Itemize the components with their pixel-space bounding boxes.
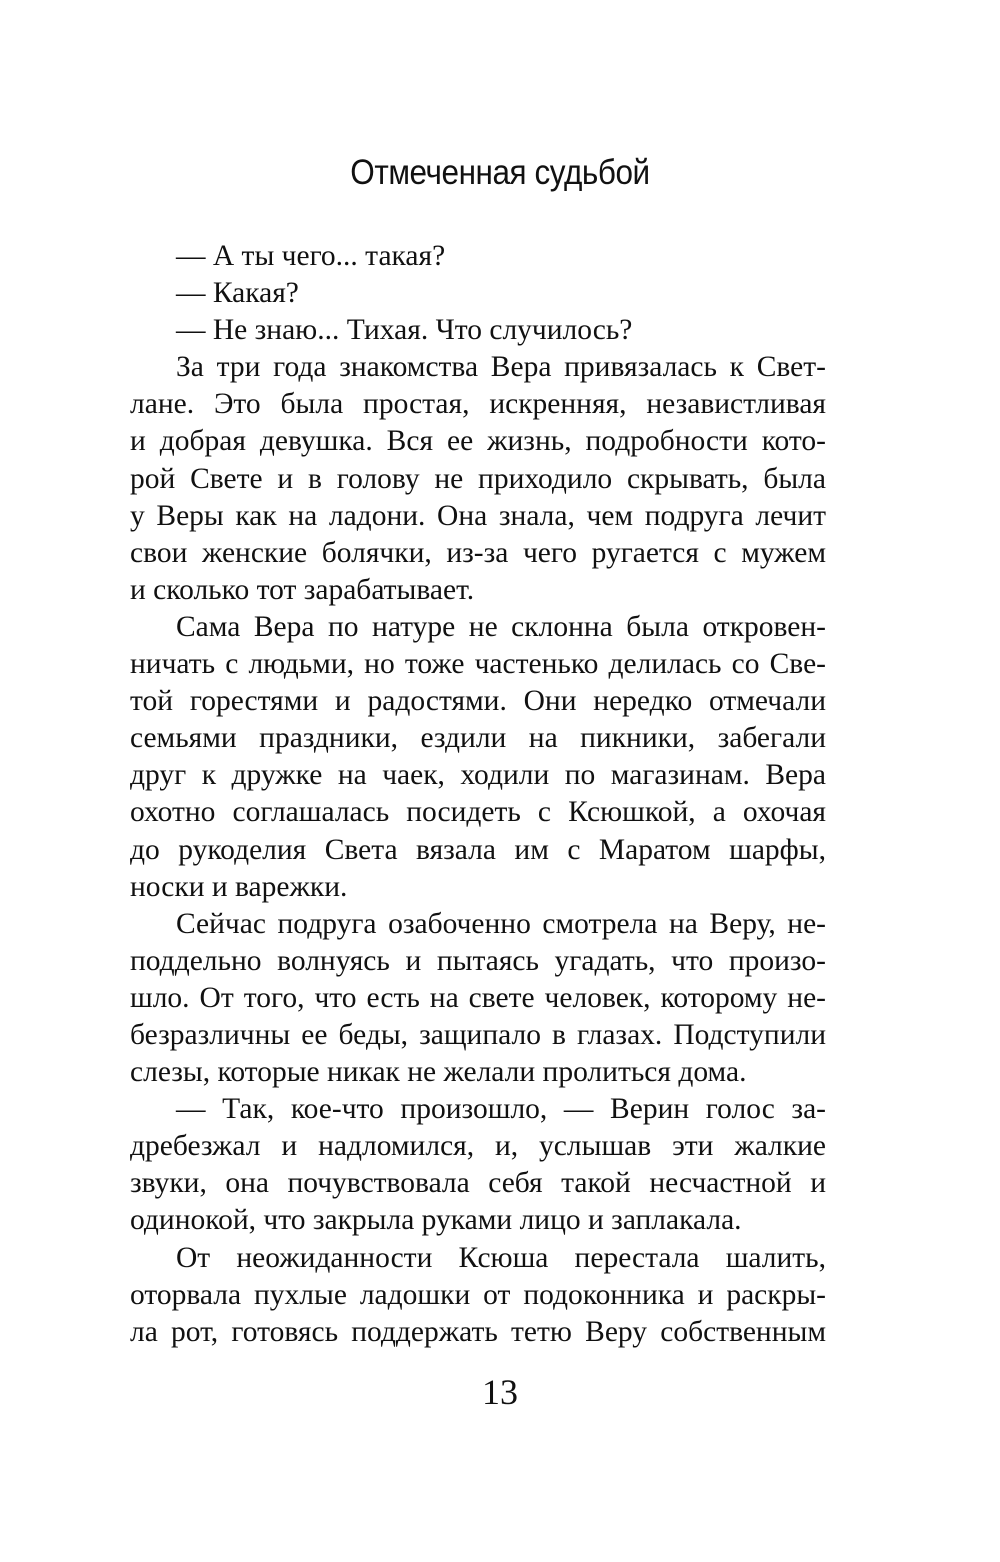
- text-line: — Какая?: [176, 277, 299, 310]
- text-line: Сама Вера по натуре не склонна была откровен-: [176, 610, 826, 643]
- text-line: слезы, которые никак не желали пролиться дома.: [130, 1056, 747, 1089]
- text-line: поддельно волнуясь и пытаясь угадать, что произо-: [130, 944, 826, 977]
- text-line: За три года знакомства Вера привязалась к Свет-: [176, 351, 826, 384]
- page-number: 13: [482, 1372, 518, 1412]
- text-line: рой Свете и в голову не приходило скрывать, была: [130, 462, 826, 495]
- text-line: семьями праздники, ездили на пикники, забегали: [130, 722, 826, 755]
- text-line: одинокой, что закрыла руками лицо и заплакала.: [130, 1204, 742, 1237]
- text-line: — Так, кое-что произошло, — Верин голос за-: [176, 1093, 826, 1126]
- page-title: Отмеченная судьбой: [350, 153, 650, 192]
- text-line: той горестями и радостями. Они нередко отмечали: [130, 685, 826, 718]
- text-line: — Не знаю... Тихая. Что случилось?: [176, 314, 633, 347]
- text-line: лане. Это была простая, искренняя, независтливая: [130, 388, 826, 421]
- text-line: звуки, она почувствовала себя такой несчастной и: [130, 1167, 826, 1200]
- text-line: ла рот, готовясь поддержать тетю Веру собственным: [130, 1315, 826, 1348]
- text-line: и сколько тот зарабатывает.: [130, 573, 475, 606]
- text-line: От неожиданности Ксюша перестала шалить,: [176, 1241, 826, 1274]
- text-line: носки и варежки.: [130, 870, 348, 903]
- text-line: шло. От того, что есть на свете человек, которому не-: [130, 981, 826, 1014]
- text-line: до рукоделия Света вязала им с Маратом шарфы,: [130, 833, 826, 866]
- text-line: безразличны ее беды, защипало в глазах. Подступили: [130, 1018, 826, 1051]
- text-line: Сейчас подруга озабоченно смотрела на Веру, не-: [176, 907, 826, 940]
- text-line: — А ты чего... такая?: [176, 240, 446, 272]
- text-line: охотно соглашалась посидеть с Ксюшкой, а охочая: [130, 796, 826, 829]
- text-line: у Веры как на ладони. Она знала, чем подруга лечит: [130, 499, 826, 532]
- text-line: свои женские болячки, из-за чего ругается с мужем: [130, 536, 826, 569]
- text-line: ничать с людьми, но тоже частенько делилась со Све-: [130, 648, 826, 681]
- text-line: друг к дружке на чаек, ходили по магазинам. Вера: [130, 759, 826, 792]
- text-line: и добрая девушка. Вся ее жизнь, подробности кото-: [130, 425, 826, 458]
- text-body: [130, 238, 826, 1351]
- text-line: оторвала пухлые ладошки от подоконника и раскры-: [130, 1278, 826, 1311]
- text-line: дребезжал и надломился, и, услышав эти жалкие: [130, 1130, 826, 1163]
